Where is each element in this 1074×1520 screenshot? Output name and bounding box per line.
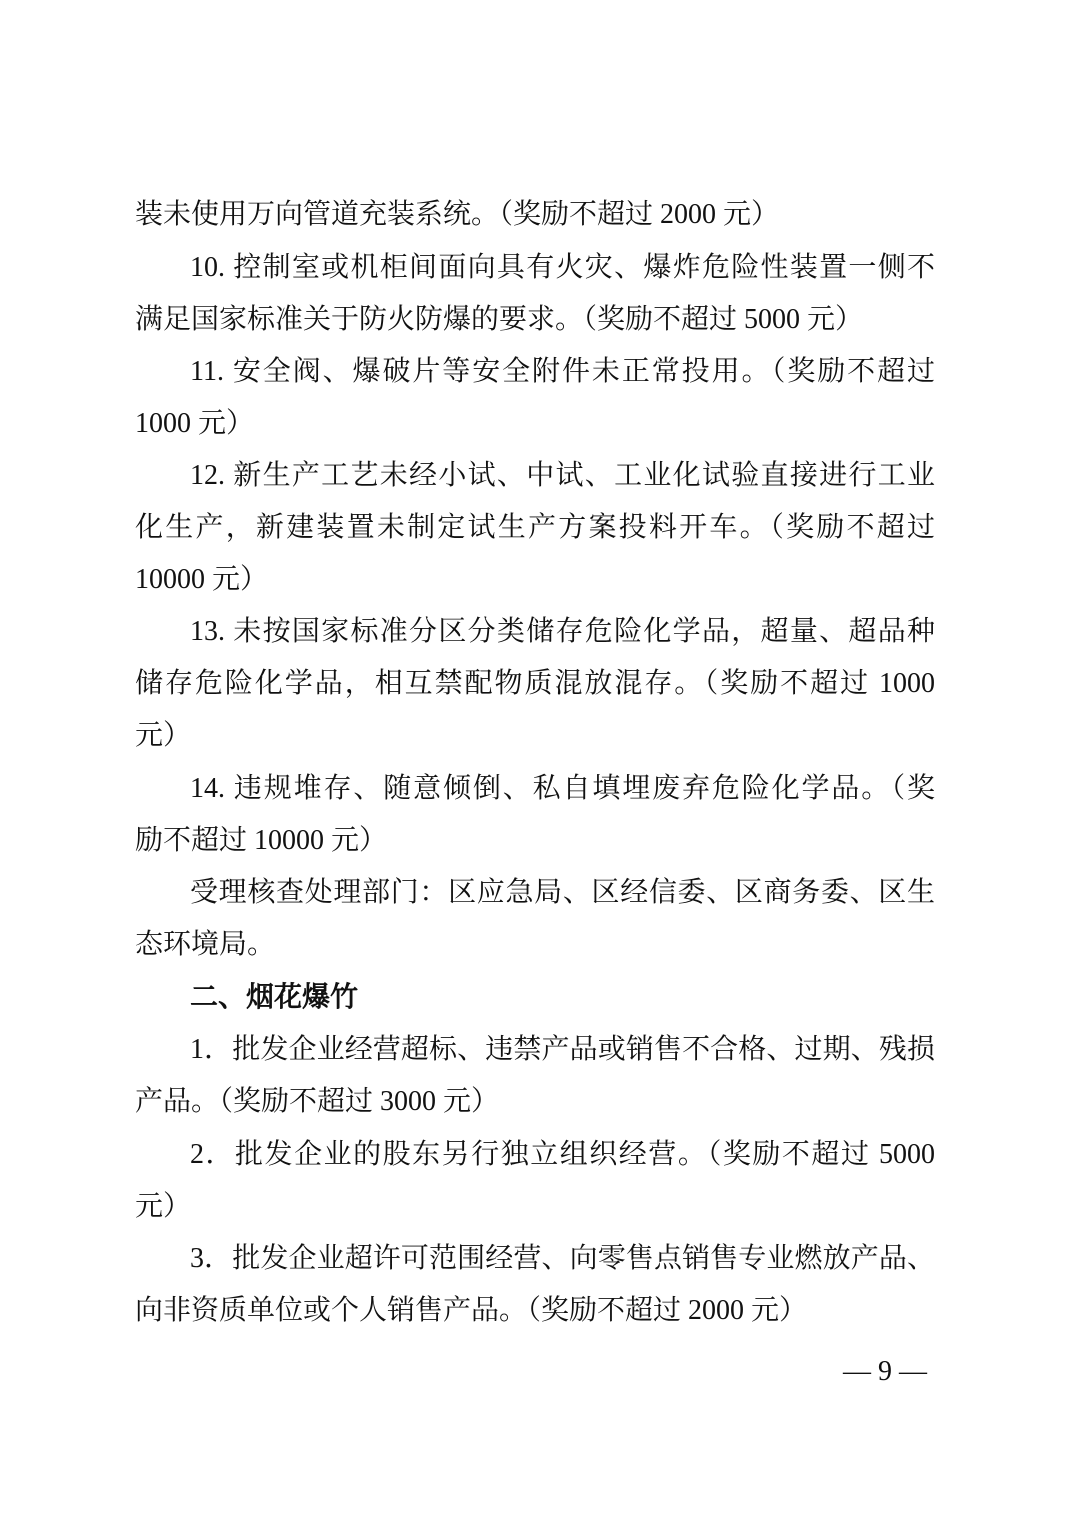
page-number: — 9 — bbox=[843, 1356, 927, 1387]
text-line: 2．批发企业的股东另行独立组织经营。（奖励不超过 5000 bbox=[190, 1139, 935, 1170]
text-line: 1．批发企业经营超标、违禁产品或销售不合格、过期、残损 bbox=[190, 1034, 935, 1065]
text-line: 受理核查处理部门：区应急局、区经信委、区商务委、区生 bbox=[190, 877, 935, 908]
section-heading: 二、烟花爆竹 bbox=[190, 980, 359, 1013]
text-line: 14. 违规堆存、随意倾倒、私自填埋废弃危险化学品。（奖 bbox=[190, 773, 935, 804]
text-line: 满足国家标准关于防火防爆的要求。（奖励不超过 5000 元） bbox=[135, 304, 864, 335]
text-line: 向非资质单位或个人销售产品。（奖励不超过 2000 元） bbox=[135, 1295, 808, 1326]
text-line: 1000 元） bbox=[135, 408, 255, 439]
text-line: 产品。（奖励不超过 3000 元） bbox=[135, 1086, 500, 1117]
text-line: 励不超过 10000 元） bbox=[135, 825, 388, 856]
text-line: 10000 元） bbox=[135, 564, 269, 595]
text-line: 装未使用万向管道充装系统。（奖励不超过 2000 元） bbox=[135, 199, 780, 230]
text-line: 10. 控制室或机柜间面向具有火灾、爆炸危险性装置一侧不 bbox=[190, 252, 935, 283]
text-line: 态环境局。 bbox=[135, 929, 276, 960]
text-line: 12. 新生产工艺未经小试、中试、工业化试验直接进行工业 bbox=[190, 460, 935, 491]
text-line: 3．批发企业超许可范围经营、向零售点销售专业燃放产品、 bbox=[190, 1243, 935, 1274]
text-line: 化生产，新建装置未制定试生产方案投料开车。（奖励不超过 bbox=[135, 512, 935, 543]
text-line: 储存危险化学品，相互禁配物质混放混存。（奖励不超过 1000 bbox=[135, 668, 935, 699]
text-line: 元） bbox=[135, 1191, 192, 1222]
text-line: 元） bbox=[135, 720, 192, 751]
text-line: 11. 安全阀、爆破片等安全附件未正常投用。（奖励不超过 bbox=[190, 356, 935, 387]
text-line: 13. 未按国家标准分区分类储存危险化学品，超量、超品种 bbox=[190, 616, 935, 647]
